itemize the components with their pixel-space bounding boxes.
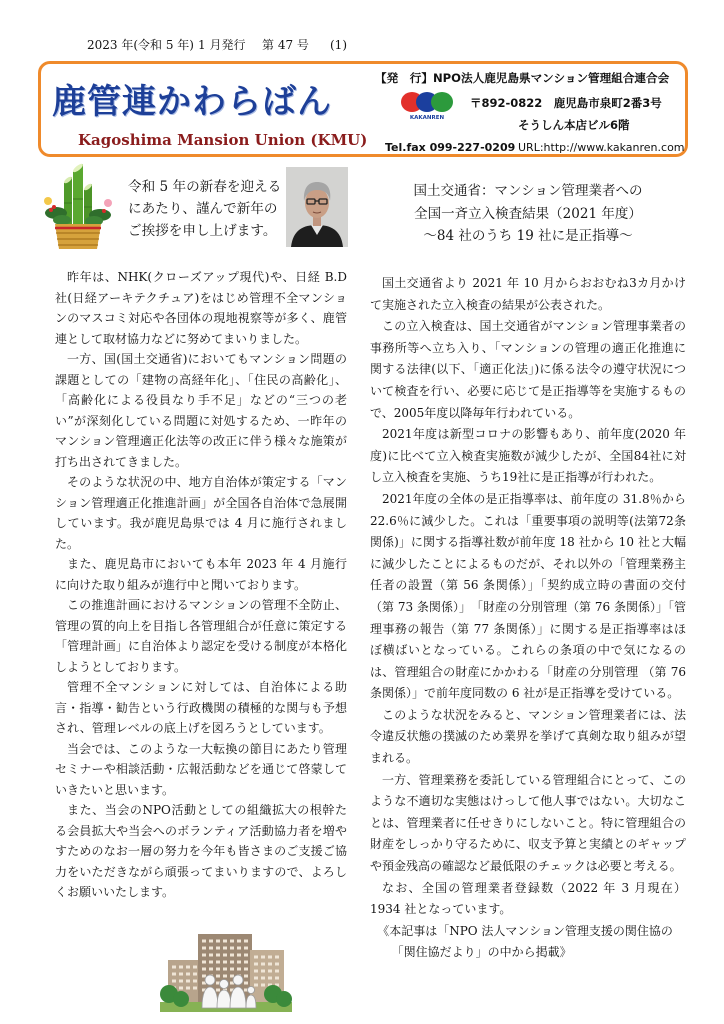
- tel-fax: Tel.fax 099-227-0209: [385, 141, 516, 154]
- publisher-name: 【発 行】NPO法人鹿児島県マンション管理組合連合会: [375, 71, 670, 85]
- message-paragraph: この推進計画におけるマンションの管理不全防止、管理の質的向上を目指し各管理組合が任意に策定する「管理計画」に自治体より認定を受ける制度が本格化しようとしております。: [55, 598, 347, 674]
- portrait-photo: [286, 167, 348, 247]
- heading-line: 全国一斉立入検査結果（2021 年度）: [414, 205, 642, 222]
- new-year-message: [55, 267, 347, 903]
- kakanren-logo: [398, 91, 456, 121]
- message-paragraph: そのような状況の中、地方自治体が策定する「マンション管理適正化推進計画」が全国各自治体で急展開しています。我が鹿児島県では 4 月に施行されました。: [55, 475, 347, 551]
- greeting-line: ご挨拶を申し上げます。: [128, 223, 277, 239]
- issue-month: 1 月発行: [198, 38, 246, 52]
- bamboo-stalks: [63, 163, 93, 225]
- apartment-building-illustration: [160, 930, 292, 1012]
- message-paragraph: 昨年は、NHK(クローズアップ現代)や、日経 B.D 社(日経アーキテクチュア)をはじめ管理不全マンションのマスコミ対応や各団体の現地視察等が多く、鹿管連として取材協力などに努めてまいりました。: [55, 270, 347, 346]
- article-source-note: 《本記事は「NPO 法人マンション管理支援の関住協の: [377, 923, 673, 938]
- greeting-line: にあたり、謹んで新年の: [128, 201, 278, 217]
- address-line-1: 〒892-0822 鹿児島市泉町2番3号: [470, 96, 662, 110]
- logo-green-circle: [431, 92, 453, 112]
- article-heading: [370, 180, 686, 248]
- page-number: (1): [330, 38, 347, 52]
- article-paragraph: 国土交通省より 2021 年 10 月からおおむね3カ月かけて実施された立入検査の結果が公表された。: [370, 276, 686, 312]
- article-paragraph: 一方、管理業務を委託している管理組合にとって、このような不適切な実態はけっして他人事ではない。大切なことは、管理業者に任せきりにしないこと。特に管理組合の財産をしっかり守るために、収支予算と実績とのギャップや預金残高の確認など最低限のチェックは必要と考える。: [370, 772, 686, 874]
- inspection-article: [370, 273, 686, 964]
- address-line-2: そうしん本店ビル6階: [518, 118, 630, 132]
- article-source-note: 「関住協だより」の中から掲載》: [391, 945, 572, 960]
- heading-line: ～84 社のうち 19 社に是正指導～: [423, 228, 633, 244]
- newsletter-subtitle-en: Kagoshima Mansion Union (KMU): [78, 131, 368, 149]
- message-paragraph: 管理不全マンションに対しては、自治体による助言・指導・勧告という行政機関の積極的な関与も予想され、管理レベルの底上げを図ろうとしています。: [55, 680, 347, 735]
- article-paragraph: なお、全国の管理業者登録数（2022 年 3 月現在）1934 社となっています。: [370, 880, 686, 917]
- heading-line: 国土交通省：マンション管理業者への: [413, 183, 643, 199]
- logo-text: KAKANREN: [409, 115, 445, 121]
- new-year-greeting: [128, 176, 281, 242]
- newsletter-header: [38, 61, 688, 157]
- article-paragraph: このような状況をみると、マンション管理業者には、法令違反状態の撲滅のため業界を挙げて真剣な取り組みが望まれる。: [370, 707, 686, 766]
- message-paragraph: また、鹿児島市においても本年 2023 年 4 月施行に向けた取り組みが進行中と聞いております。: [55, 557, 347, 592]
- article-paragraph: この立入検査は、国土交通省がマンション管理事業者の事務所等へ立ち入り、「マンションの管理の適正化推進に関する法律(以下、「適正化法」)に係る法令の遵守状況について検査を行い、必要に応じて是正指導等を実施するもので、2005年度以降毎年行われている。: [370, 319, 686, 420]
- straw-base: [55, 224, 101, 249]
- greeting-line: 令和 5 年の新春を迎える: [128, 179, 282, 195]
- kadomatsu-illustration: [42, 163, 114, 249]
- issue-number: 第 47 号: [262, 38, 309, 52]
- issue-date: 2023 年(令和 5 年): [87, 38, 194, 52]
- article-paragraph: 2021年度は新型コロナの影響もあり、前年度(2020 年度)に比べて立入検査実施数が減少したが、全国84社に対し立入検査を実施、うち19社に是正指導が行われた。: [370, 427, 686, 485]
- website-url: URL:http://www.kakanren.com: [518, 141, 685, 154]
- newsletter-title: 鹿管連かわらばん: [52, 82, 332, 122]
- message-paragraph: 一方、国(国土交通省)においてもマンション問題の課題としての「建物の高経年化」、「住民の高齢化」、「高齢化による役員なり手不足」などの“三つの老い”が深刻化している問題に対処するため、一昨年のマンション管理適正化法等の改正に伴う様々な施策が打ち出されてきました。: [55, 352, 347, 469]
- article-paragraph: 2021年度の全体の是正指導率は、前年度の 31.8％から 22.6％に減少した。これは「重要事項の説明等(法第72条関係)」に関する指導社数が前年度 18 社から 10 社と大幅に減少したことによるものだが、それ以外の「管理業務主任者の設置（第 56 条関係）」「契約成立時の書面の交付（第 73 条関係）」 「財産の分別管理（第 76 条関係）」「管理事務の報告（第 77 条関係）」に関する是正指導率はほぼ横ばいとなっている。これらの条項の中で気になるのは、管理組合の財産にかかわる「財産の分別管理 （第 76 条関係）」で前年度同数の 6 社が是正指導を受けている。: [370, 491, 686, 701]
- message-paragraph: 当会では、このような一大転換の節目にあたり管理セミナーや相談活動・広報活動などを通じて啓蒙していきたいと思います。: [55, 741, 347, 797]
- message-paragraph: また、当会のNPO活動としての組織拡大の根幹たる会員拡大や当会へのボランティア活動協力者を増やすためのなお一層の努力を今年も皆さまのご支援ご協力をいただきながら頑張ってまいりますので、よろしくお願いいたします。: [55, 803, 347, 899]
